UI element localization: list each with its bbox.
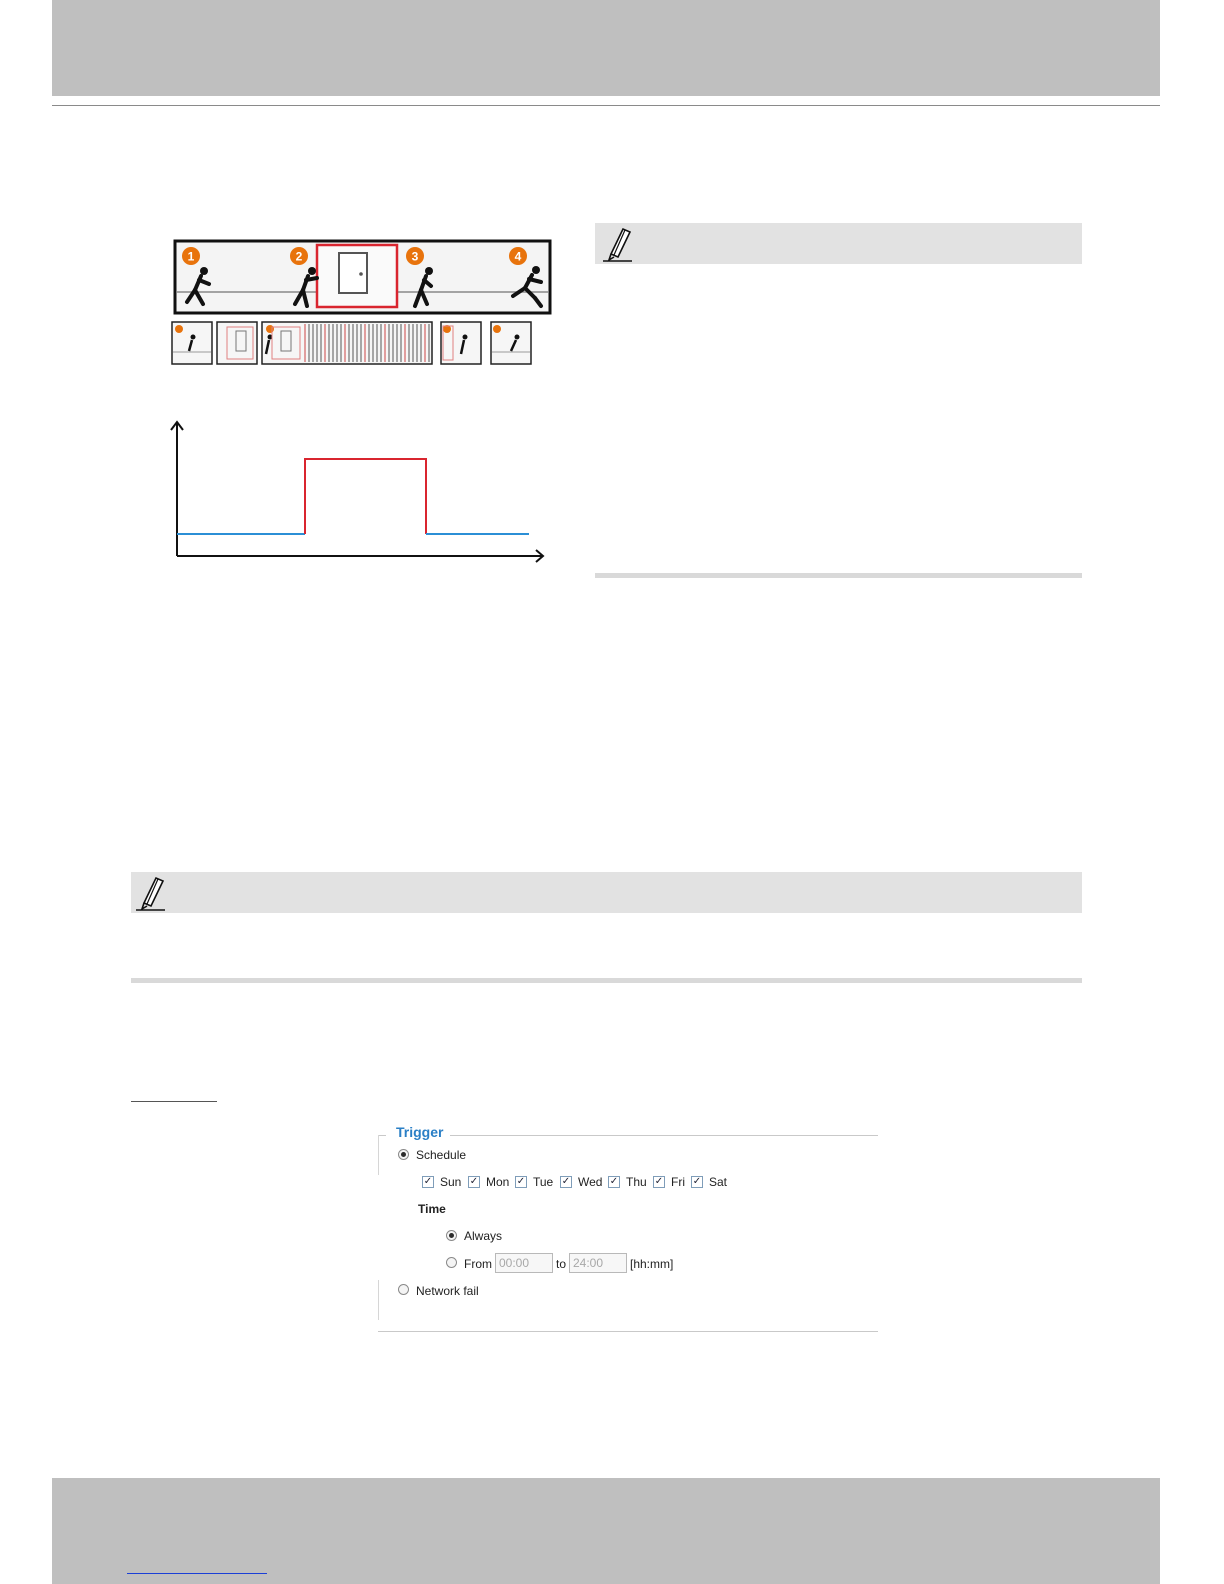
weekday-label-fri: Fri: [671, 1175, 685, 1189]
marker-1: [182, 247, 200, 265]
marker-3: [406, 247, 424, 265]
door-icon: [339, 253, 367, 293]
pencil-icon: [134, 873, 170, 913]
trigger-legend: Trigger: [396, 1124, 444, 1140]
marker-4-label: 4: [514, 249, 522, 264]
network-fail-radio[interactable]: [398, 1284, 409, 1295]
from-time-input[interactable]: [495, 1253, 553, 1273]
page-footer-band: [52, 1478, 1160, 1584]
from-label: From: [464, 1257, 492, 1271]
weekday-checkbox-wed[interactable]: ✓: [561, 1176, 571, 1187]
section-heading-underline: [131, 1101, 217, 1102]
note-header: [131, 872, 1082, 913]
note-footer-rule: [131, 978, 1082, 983]
trigger-panel: [378, 1120, 878, 1332]
note-header: [595, 223, 1082, 264]
thumbnail-strip: [172, 322, 531, 364]
schedule-label: Schedule: [416, 1148, 467, 1162]
to-label: to: [556, 1257, 567, 1271]
always-label: Always: [464, 1229, 503, 1243]
marker-2-label: 2: [295, 249, 303, 264]
page-header-band: [52, 0, 1160, 96]
schedule-radio[interactable]: [398, 1149, 409, 1160]
marker-1-label: 1: [187, 249, 195, 264]
weekday-label-wed: Wed: [578, 1175, 603, 1189]
marker-4: [509, 247, 527, 265]
always-radio[interactable]: [446, 1230, 457, 1241]
note-footer-rule: [595, 573, 1082, 578]
weekday-checkbox-tue[interactable]: ✓: [516, 1176, 526, 1187]
marker-2: [290, 247, 308, 265]
to-time-input[interactable]: [569, 1253, 627, 1273]
time-label: Time: [418, 1202, 446, 1216]
header-divider: [52, 105, 1160, 106]
weekday-label-tue: Tue: [533, 1175, 554, 1189]
marker-3-label: 3: [411, 249, 419, 264]
weekday-checkbox-sat[interactable]: ✓: [692, 1176, 702, 1187]
footer-link-underline[interactable]: [127, 1573, 267, 1574]
time-format-hint: [hh:mm]: [630, 1257, 674, 1271]
weekday-label-sat: Sat: [709, 1175, 728, 1189]
network-fail-label: Network fail: [416, 1284, 479, 1298]
weekday-checkbox-thu[interactable]: ✓: [609, 1176, 619, 1187]
from-radio[interactable]: [446, 1257, 457, 1268]
weekday-checkbox-mon[interactable]: ✓: [469, 1176, 479, 1187]
weekday-label-sun: Sun: [440, 1175, 462, 1189]
pencil-icon: [601, 224, 637, 264]
weekday-checkbox-sun[interactable]: ✓: [423, 1176, 433, 1187]
weekday-checkbox-fri[interactable]: ✓: [654, 1176, 664, 1187]
signal-graph: [171, 422, 543, 562]
signal-high-segment: [305, 459, 426, 534]
weekday-label-thu: Thu: [626, 1175, 647, 1189]
motion-zone-illustration: [165, 234, 560, 574]
weekday-label-mon: Mon: [486, 1175, 510, 1189]
